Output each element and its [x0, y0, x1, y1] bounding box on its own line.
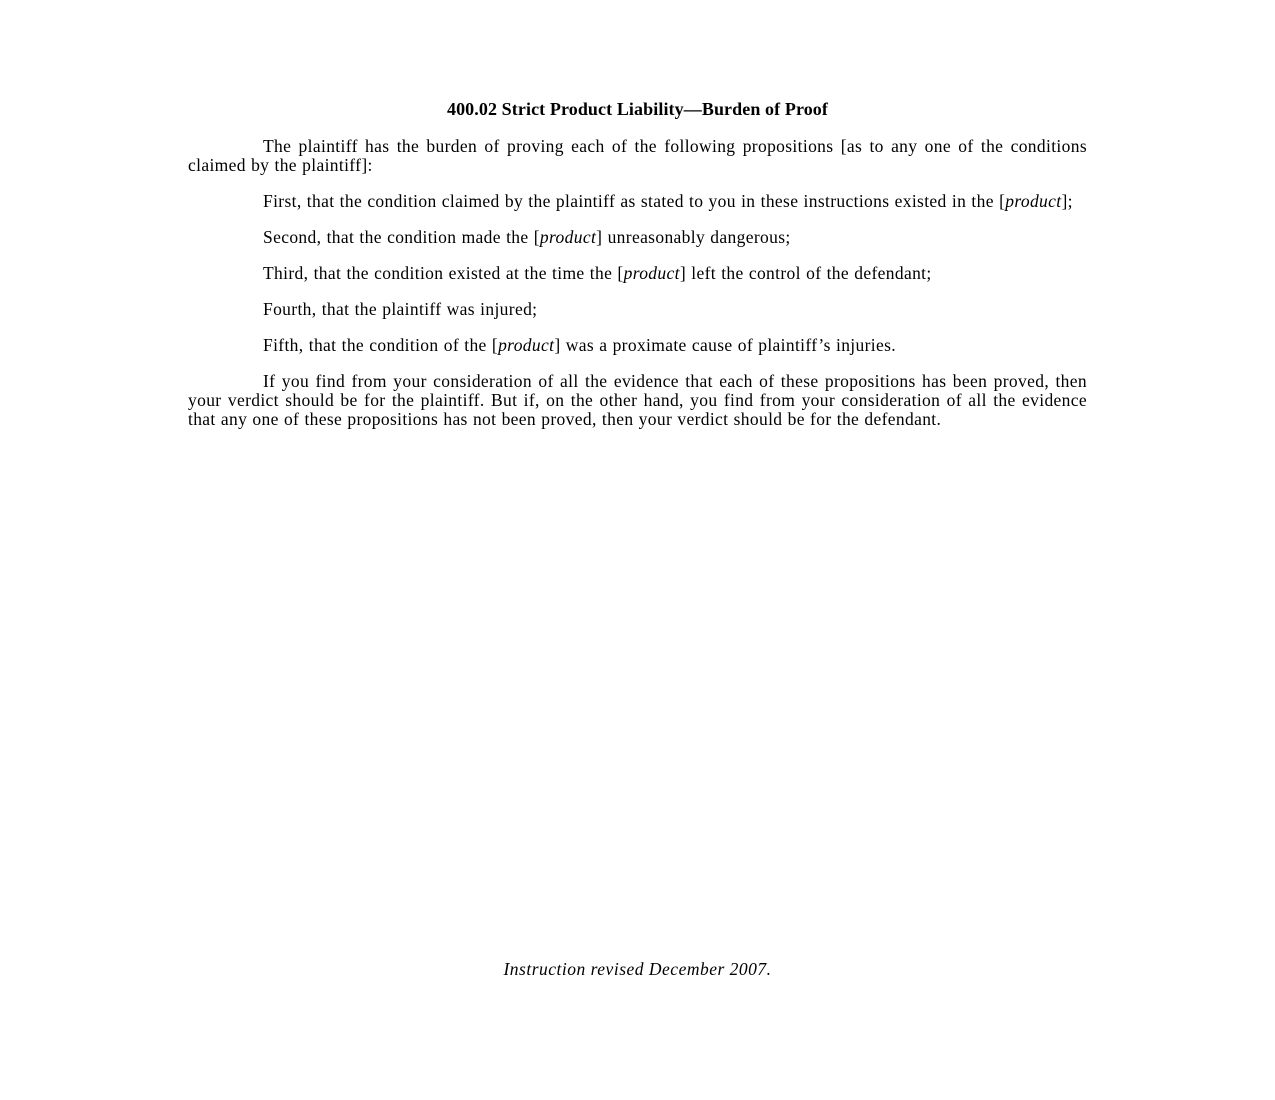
paragraph-text: Fifth, that the condition of the [ — [263, 335, 499, 355]
paragraph-text: ] left the control of the defendant; — [679, 263, 932, 283]
paragraph-verdict-conclusion — [188, 372, 1087, 429]
italic-placeholder-product: product — [498, 335, 555, 355]
document-page — [188, 97, 1087, 446]
paragraph-fourth-proposition — [188, 300, 1087, 319]
paragraph-text: If you find from your consideration of all the evidence that each of these propositions has been proved, then your verdict should be for the plaintiff. But if, on the other hand, you find from your consideration of all the evidence that any one of these propositions has not been proved, then your verdict should be for the defendant. — [188, 371, 1087, 429]
paragraph-text: ] unreasonably dangerous; — [596, 227, 791, 247]
italic-placeholder-product: product — [1005, 191, 1062, 211]
paragraph-text: ] was a proximate cause of plaintiff’s injuries. — [554, 335, 897, 355]
paragraph-burden-intro — [188, 137, 1087, 175]
paragraph-text: Third, that the condition existed at the time the [ — [263, 263, 624, 283]
paragraph-text: First, that the condition claimed by the plaintiff as stated to you in these instructions existed in the [ — [263, 191, 1006, 211]
paragraph-text: The plaintiff has the burden of proving each of the following propositions [as to any one of the conditions claimed by the plaintiff]: — [188, 136, 1087, 175]
paragraph-text: Second, that the condition made the [ — [263, 227, 540, 247]
paragraph-third-proposition — [188, 264, 1087, 283]
paragraph-text: ]; — [1061, 191, 1073, 211]
paragraph-fifth-proposition — [188, 336, 1087, 355]
paragraph-second-proposition — [188, 228, 1087, 247]
italic-placeholder-product: product — [623, 263, 680, 283]
paragraph-text: Fourth, that the plaintiff was injured; — [263, 299, 538, 319]
document-title: 400.02 Strict Product Liability—Burden of Proof — [446, 99, 829, 119]
revision-note: Instruction revised December 2007. — [503, 959, 772, 979]
italic-placeholder-product: product — [539, 227, 597, 247]
paragraph-first-proposition — [188, 192, 1087, 211]
